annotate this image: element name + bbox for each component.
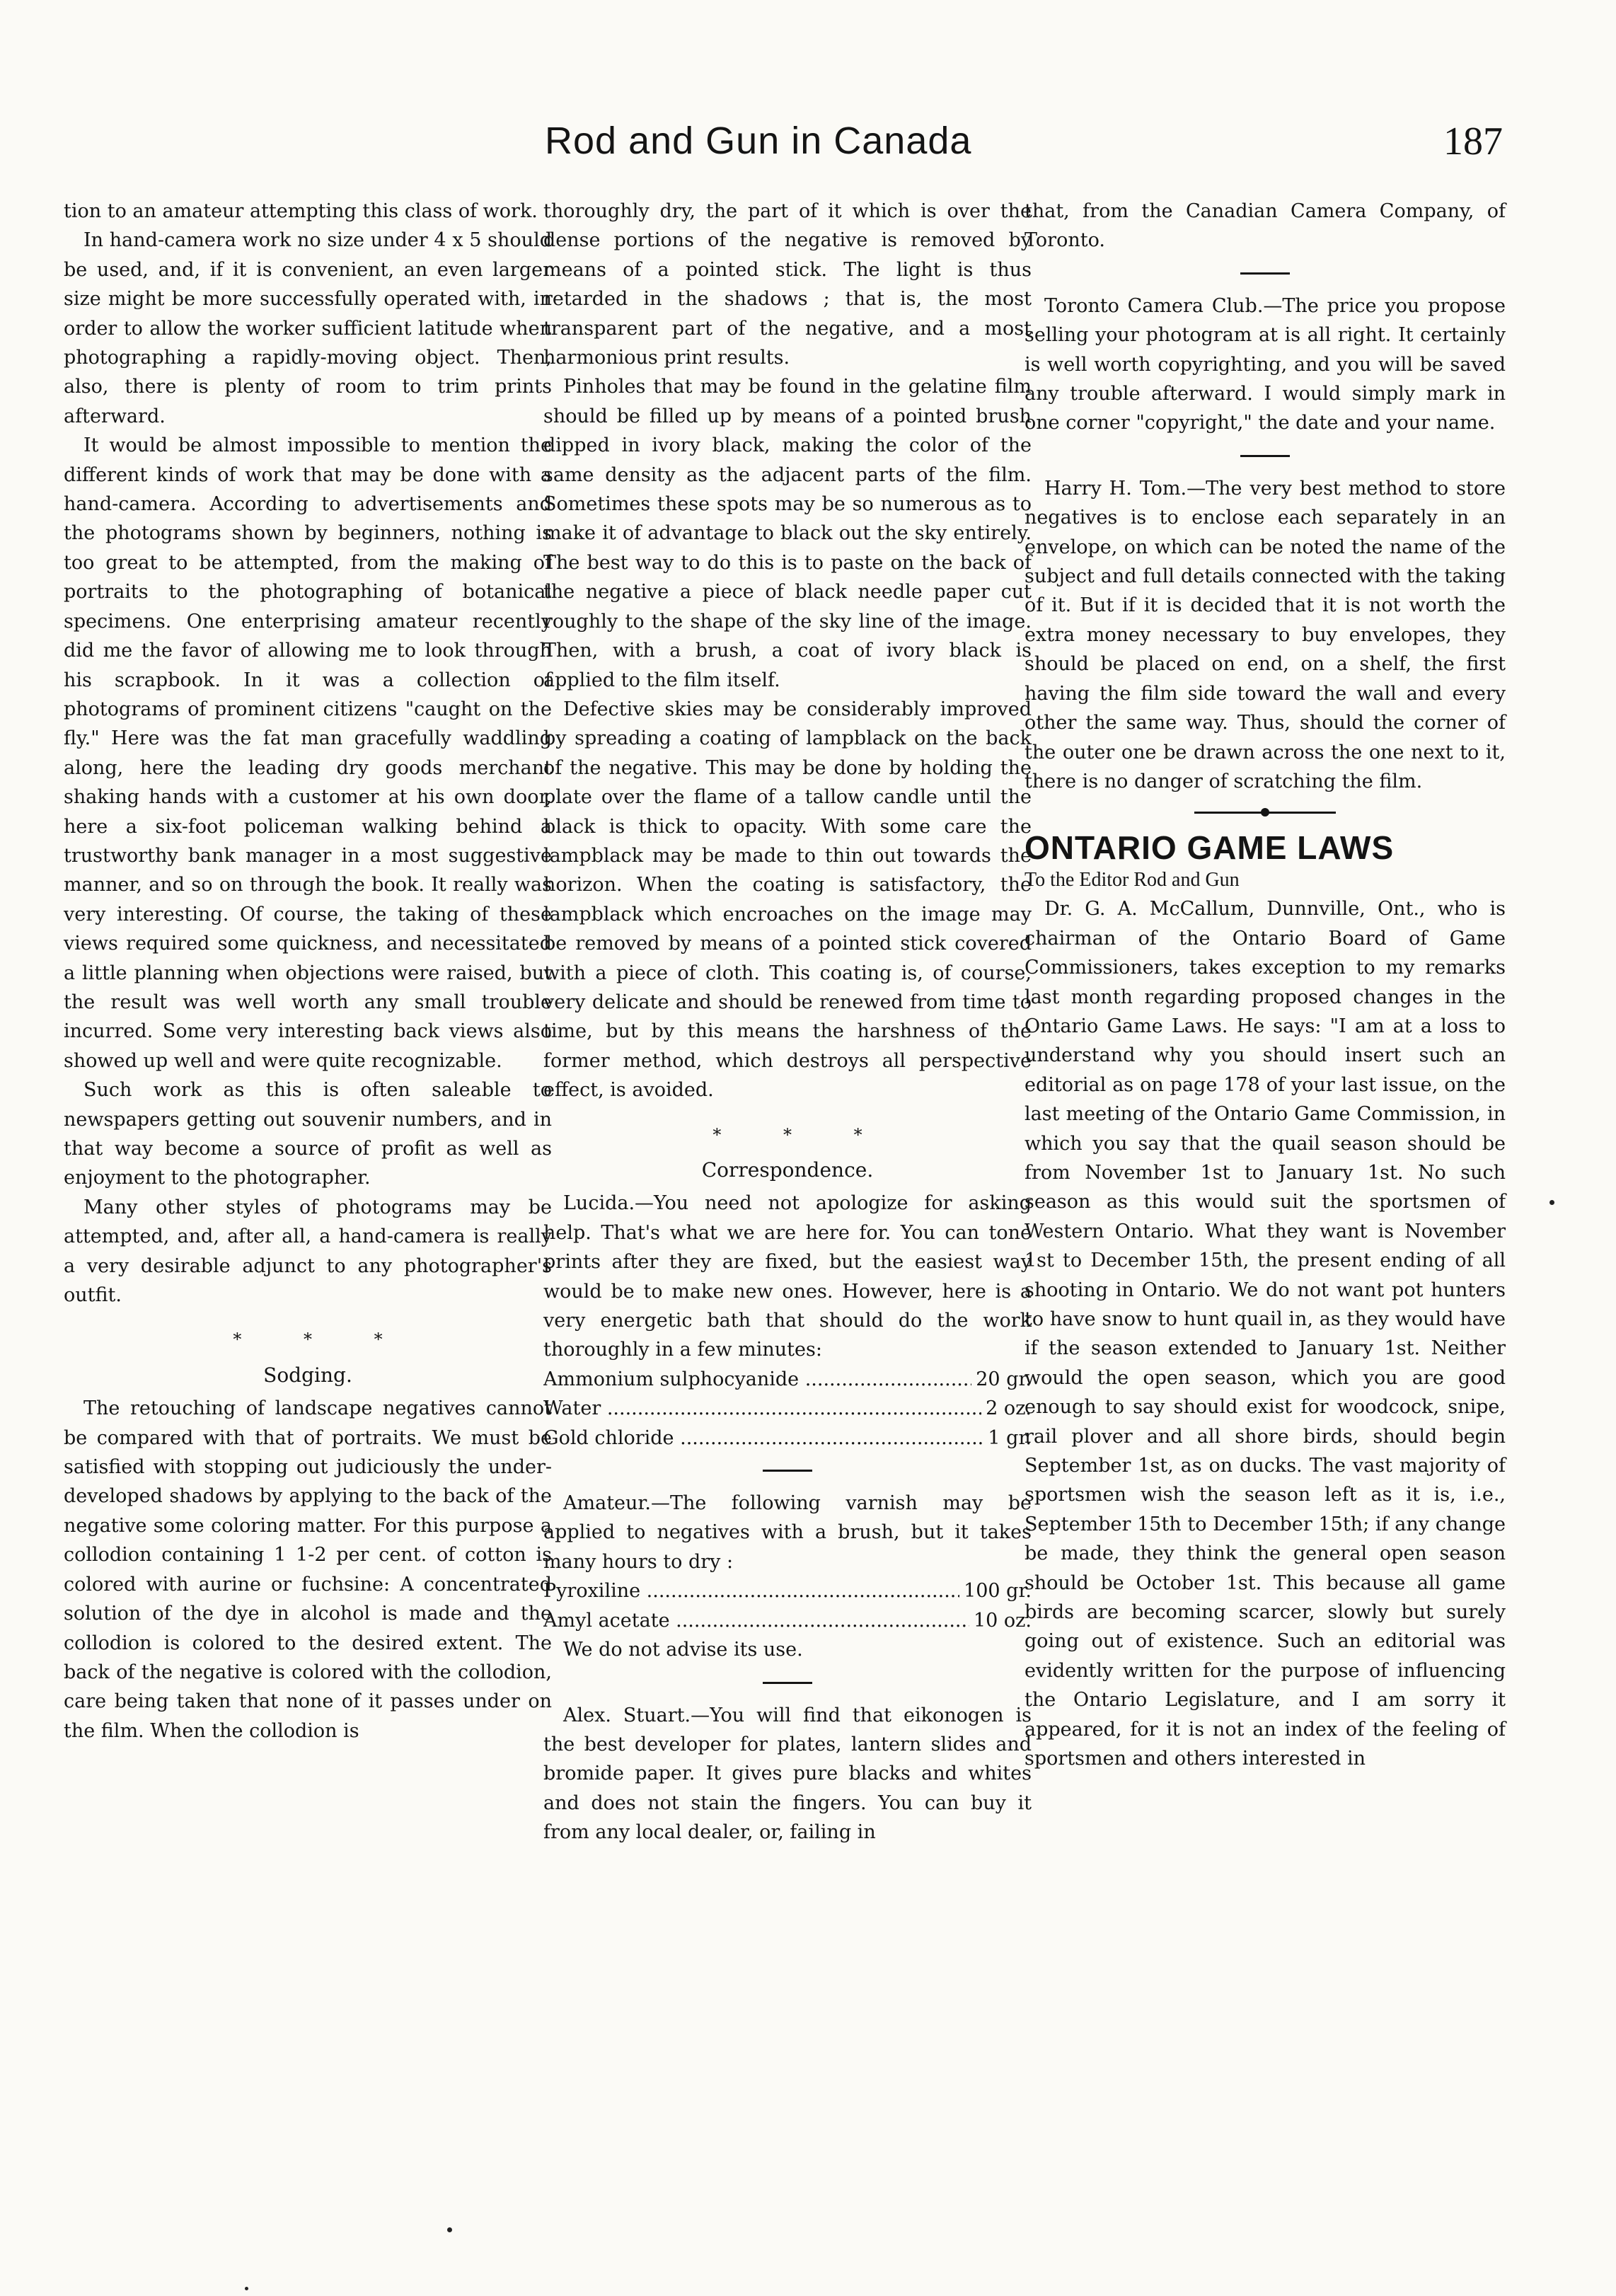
paragraph: Toronto Camera Club.—The price you propose selling your photogram at is all right. It certainly is well worth copyrighting, and you will be saved any trouble afterward. I would simply mark in one corner "copyright," the date and your name. xyxy=(1025,294,1506,434)
formula-list xyxy=(543,1365,1032,1453)
paragraph: Harry H. Tom.—The very best method to store negatives is to enclose each separately in an envelope, on which can be noted the name of the subject and full details connected with the taking of it. But if it is decided that it is not worth the extra money necessary to buy envelopes, they should be placed on end, on a shelf, the first having the film side toward the wall and every other the same way. Thus, should the corner of the outer one be drawn across the one next to it, there is no danger of scratching the film. xyxy=(1025,477,1506,792)
paragraph: Lucida.—You need not apologize for asking help. That's what we are here for. You can tone prints after they are fixed, but the easiest way would be to make new ones. However, here is a very energetic bath that should do the work thoroughly in a few minutes: xyxy=(543,1192,1032,1361)
print-speck xyxy=(245,2287,248,2290)
formula-amount: 1 gr. xyxy=(988,1426,1032,1449)
subheading-sodging: Sodging. xyxy=(263,1363,352,1387)
divider-rule xyxy=(1240,455,1290,457)
formula-ingredient: Pyroxiline ..... xyxy=(543,1576,959,1605)
column-middle xyxy=(543,197,1032,1847)
column-right xyxy=(1025,197,1506,1774)
divider-dot xyxy=(1261,808,1269,817)
paragraph: Dr. G. A. McCallum, Dunnville, Ont., who is chairman of the Ontario Board of Game Commissioners, takes exception to my remarks last month regarding proposed changes in the Ontario Game Laws. He says: "I am at a loss to understand why you should insert such an editorial as on page 178 of your last issue, on the last meeting of the Ontario Game Commission, in which you say that the quail season should be from November 1st to January 1st. No such season as this would suit the sportsmen of Western Ontario. What they want is November 1st to December 15th, the present ending of all shooting in Ontario. We do not want pot hunters to have snow to hunt quail in, as they would have if the season extended to January 1st. Neither would the open season, which you are good enough to say should exist for woodcock, snipe, rail plover and all shore birds, should begin September 1st, as on ducks. The vast majority of sportsmen wish the season left as it is, i.e., September 15th to December 15th; if any change be made, they think the general open season should be October 1st. This because all game birds are becoming scarcer, slowly but surely going out of existence. Such an editorial was evidently written for the purpose of influencing the Ontario Legislature, and I am sorry it appeared, for it is not an index of the feeling of sportsmen and others interested in xyxy=(1025,898,1506,1770)
column-left xyxy=(64,197,552,1746)
formula-amount: 20 gr. xyxy=(976,1368,1032,1390)
formula-amount: 2 oz. xyxy=(986,1397,1032,1420)
paragraph: We do not advise its use. xyxy=(563,1639,803,1661)
section-subtitle: To the Editor Rod and Gun xyxy=(1025,869,1240,892)
paragraph: The retouching of landscape negatives cannot be compared with that of portraits. We must be satisfied with stopping out judiciously the under-developed shadows by applying to the back of the negative some coloring matter. For this purpose a collodion containing 1 1-2 per cent. of cotton is colored with aurine or fuchsine: A concentrated solution of the dye in alcohol is made and the collodion is colored to the desired extent. The back of the negative is colored with the collodion, care being taken that none of it passes under on the film. When the collodion is xyxy=(64,1397,552,1742)
paragraph: Pinholes that may be found in the gelatine film should be filled up by means of a pointed brush dipped in ivory black, making the color of the same density as the adjacent parts of the film. Sometimes these spots may be so numerous as to make it of advantage to black out the sky entirely. The best way to do this is to paste on the back of the negative a piece of black needle paper cut roughly to the shape of the sky line of the image. Then, with a brush, a coat of ivory black is applied to the film itself. xyxy=(543,376,1032,691)
paragraph: It would be almost impossible to mention the different kinds of work that may be done with a hand-camera. According to advertisements and the photograms shown by beginners, nothing is too great to be attempted, from the making of portraits to the photographing of botanical specimens. One enterprising amateur recently did me the favor of allowing me to look through his scrapbook. In it was a collection of photograms of prominent citizens "caught on the fly." Here was the fat man gracefully waddling along, here the leading dry goods merchant shaking hands with a customer at his own door, here a six-foot policeman walking behind a trustworthy bank manager in a most suggestive manner, and so on through the book. It really was very interesting. Of course, the taking of these views required some quickness, and necessitated a little planning when objections were raised, but the result was well worth any small trouble incurred. Some very interesting back views also showed up well and were quite recognizable. xyxy=(64,434,552,1072)
paragraph: Such work as this is often saleable to newspapers getting out souvenir numbers, and in that way become a source of profit as well as enjoyment to the photographer. xyxy=(64,1079,552,1189)
paragraph: Many other styles of photograms may be attempted, and, after all, a hand-camera is really a very desirable adjunct to any photographer's outfit. xyxy=(64,1196,552,1307)
section-divider xyxy=(1194,812,1336,814)
formula-amount: 100 gr. xyxy=(964,1580,1032,1603)
section-separator-stars: * * * xyxy=(712,1124,891,1145)
paragraph: thoroughly dry, the part of it which is over the dense portions of the negative is removed by means of a pointed stick. The light is thus retarded in the shadows ; that is, the most transparent part of the negative, and a most harmonious print results. xyxy=(543,200,1032,369)
print-speck xyxy=(447,2227,452,2232)
subheading-correspondence: Correspondence. xyxy=(701,1158,874,1182)
paragraph: Amateur.—The following varnish may be applied to negatives with a brush, but it takes many hours to dry : xyxy=(543,1492,1032,1573)
divider-rule xyxy=(763,1470,812,1472)
paragraph: In hand-camera work no size under 4 x 5 should be used, and, if it is convenient, an even larger size might be more successfully operated with, in order to allow the worker sufficient latitude when photographing a rapidly-moving object. Then, also, there is plenty of room to trim prints afterward. xyxy=(64,229,552,427)
formula-ingredient: Amyl acetate ..... xyxy=(543,1606,969,1635)
formula-row xyxy=(543,1394,1032,1423)
divider-rule xyxy=(763,1682,812,1684)
page-number: 187 xyxy=(1443,120,1503,163)
formula-row xyxy=(543,1576,1032,1605)
paragraph: Defective skies may be considerably improved by spreading a coating of lampblack on the back of the negative. This may be done by holding the plate over the flame of a tallow candle until the black is thick to opacity. With some care the lampblack may be made to thin out towards the horizon. When the coating is satisfactory, the lampblack which encroaches on the image may be removed by means of a pointed stick covered with a piece of cloth. This coating is, of course, very delicate and should be renewed from time to time, but by this means the harshness of the former method, which destroys all perspective effect, is avoided. xyxy=(543,698,1032,1102)
print-speck xyxy=(1549,1200,1554,1205)
divider-rule xyxy=(1240,272,1290,275)
section-separator-stars: * * * xyxy=(233,1329,411,1350)
running-title: Rod and Gun in Canada xyxy=(545,120,972,162)
paragraph: tion to an amateur attempting this class of work. xyxy=(64,200,538,222)
formula-row xyxy=(543,1606,1032,1635)
formula-row xyxy=(543,1424,1032,1453)
formula-ingredient: Ammonium sulphocyanide ..... xyxy=(543,1365,971,1394)
paragraph: Alex. Stuart.—You will find that eikonogen is the best developer for plates, lantern slides and bromide paper. It gives pure blacks and whites and does not stain the fingers. You can buy it from any local dealer, or, failing in xyxy=(543,1704,1032,1844)
paragraph: that, from the Canadian Camera Company, of Toronto. xyxy=(1025,200,1506,252)
formula-ingredient: Gold chloride ..... xyxy=(543,1424,983,1453)
formula-row xyxy=(543,1365,1032,1394)
page-header xyxy=(0,119,1616,183)
formula-list xyxy=(543,1576,1032,1635)
formula-amount: 10 oz. xyxy=(973,1609,1032,1632)
section-title-ontario-game-laws: ONTARIO GAME LAWS xyxy=(1025,829,1395,867)
formula-ingredient: Water ..... xyxy=(543,1394,981,1423)
